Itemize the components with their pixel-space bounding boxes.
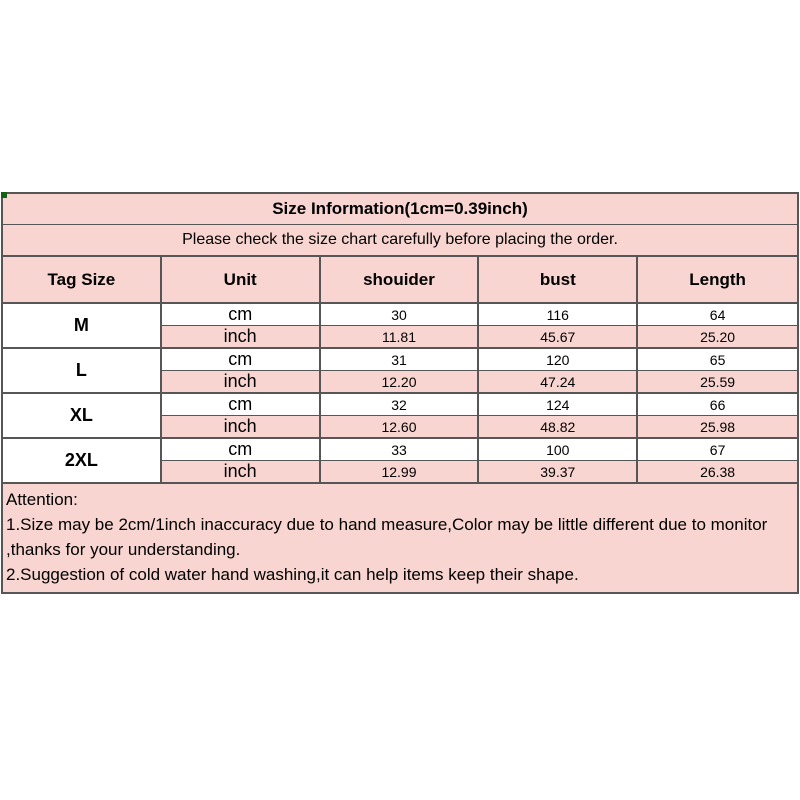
chart-title: Size Information(1cm=0.39inch)	[3, 194, 797, 225]
green-corner-artifact	[1, 192, 7, 198]
column-header-row	[3, 257, 797, 304]
col-header-tag-size: Tag Size	[3, 257, 162, 304]
value-cell: 26.38	[638, 461, 797, 484]
attention-line: ,thanks for your understanding.	[6, 540, 241, 559]
unit-cell: inch	[162, 371, 321, 394]
attention-heading: Attention:	[6, 490, 78, 509]
value-cell: 48.82	[479, 416, 638, 439]
attention-line: 2.Suggestion of cold water hand washing,it can help items keep their shape.	[6, 565, 579, 584]
value-cell: 67	[638, 439, 797, 461]
unit-cell: cm	[162, 349, 321, 371]
tag-size-xl: XL	[3, 394, 162, 439]
value-cell: 124	[479, 394, 638, 416]
unit-cell: inch	[162, 326, 321, 349]
col-header-bust: bust	[479, 257, 638, 304]
title-row	[3, 194, 797, 225]
row-m-cm	[3, 304, 797, 326]
row-l-cm	[3, 349, 797, 371]
subtitle-row	[3, 225, 797, 257]
value-cell: 31	[321, 349, 480, 371]
unit-cell: inch	[162, 461, 321, 484]
value-cell: 25.20	[638, 326, 797, 349]
unit-cell: cm	[162, 394, 321, 416]
value-cell: 25.59	[638, 371, 797, 394]
value-cell: 33	[321, 439, 480, 461]
value-cell: 100	[479, 439, 638, 461]
value-cell: 64	[638, 304, 797, 326]
size-chart-table	[3, 194, 797, 484]
tag-size-l: L	[3, 349, 162, 394]
value-cell: 45.67	[479, 326, 638, 349]
value-cell: 47.24	[479, 371, 638, 394]
value-cell: 32	[321, 394, 480, 416]
unit-cell: inch	[162, 416, 321, 439]
row-2xl-cm	[3, 439, 797, 461]
value-cell: 11.81	[321, 326, 480, 349]
value-cell: 30	[321, 304, 480, 326]
value-cell: 65	[638, 349, 797, 371]
value-cell: 12.20	[321, 371, 480, 394]
value-cell: 120	[479, 349, 638, 371]
row-xl-cm	[3, 394, 797, 416]
tag-size-m: M	[3, 304, 162, 349]
col-header-length: Length	[638, 257, 797, 304]
value-cell: 116	[479, 304, 638, 326]
size-chart	[1, 192, 799, 594]
value-cell: 39.37	[479, 461, 638, 484]
value-cell: 25.98	[638, 416, 797, 439]
attention-box	[3, 484, 797, 592]
value-cell: 12.99	[321, 461, 480, 484]
value-cell: 66	[638, 394, 797, 416]
col-header-unit: Unit	[162, 257, 321, 304]
col-header-shouider: shouider	[321, 257, 480, 304]
attention-line: 1.Size may be 2cm/1inch inaccuracy due to hand measure,Color may be little different due to monitor	[6, 515, 768, 534]
unit-cell: cm	[162, 304, 321, 326]
unit-cell: cm	[162, 439, 321, 461]
value-cell: 12.60	[321, 416, 480, 439]
chart-subtitle: Please check the size chart carefully before placing the order.	[3, 225, 797, 257]
tag-size-2xl: 2XL	[3, 439, 162, 484]
